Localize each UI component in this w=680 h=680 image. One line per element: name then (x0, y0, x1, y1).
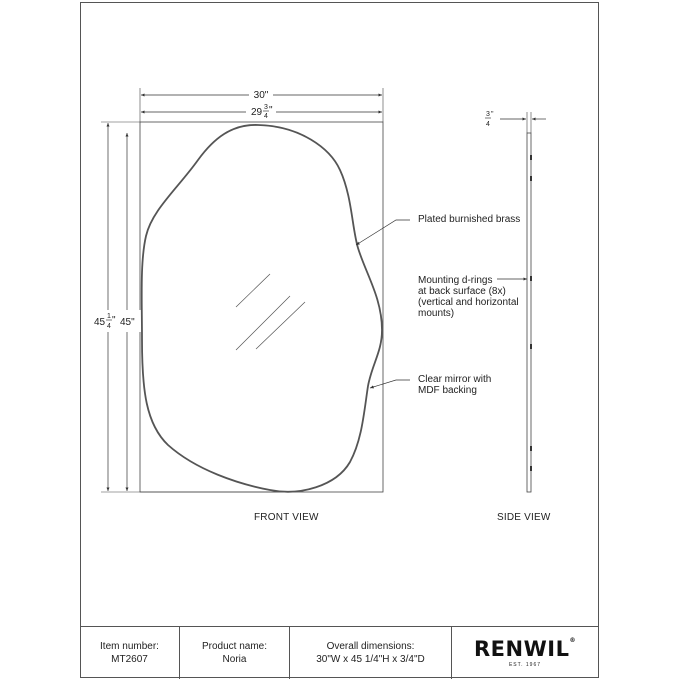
front-view-title: FRONT VIEW (254, 512, 319, 523)
overall-dimensions-value: 30"W x 45 1/4"H x 3/4"D (316, 654, 425, 665)
side-view-title: SIDE VIEW (497, 512, 551, 523)
item-number-value: MT2607 (111, 654, 148, 665)
mirror-organic-outline (142, 125, 382, 492)
width-inner-numerator: 3 (264, 104, 268, 111)
height-outer-numerator: 1 (107, 313, 111, 320)
brand-tagline: EST. 1967 (508, 662, 542, 668)
product-name-cell (180, 627, 290, 679)
renwil-logo (470, 637, 580, 668)
title-block (80, 626, 599, 678)
mirror-callout-leader (370, 380, 410, 388)
reflection-line-3 (256, 302, 305, 349)
width-inner-unit: " (269, 105, 273, 116)
side-depth-denominator: 4 (486, 121, 490, 128)
height-outer-denominator: 4 (107, 323, 111, 330)
front-view-bounding-box (140, 122, 383, 492)
height-inner-label: 45" (120, 317, 135, 328)
item-number-label: Item number: (100, 641, 159, 652)
reflection-line-1 (236, 274, 270, 307)
side-depth-unit: " (491, 111, 494, 118)
brand-wordmark: RENWIL® (474, 637, 576, 661)
side-view-profile (527, 133, 531, 492)
width-inner-whole: 29 (251, 107, 263, 118)
height-outer-unit: " (112, 315, 116, 326)
width-outer-label: 30" (253, 90, 269, 101)
side-depth-numerator: 3 (486, 111, 490, 118)
width-inner-denominator: 4 (264, 113, 268, 120)
mounting-callout: Mounting d-rings at back surface (8x) (vertical and horizontal mounts) (418, 275, 519, 319)
height-outer-whole: 45 (94, 317, 106, 328)
frame-material-callout: Plated burnished brass (418, 214, 521, 225)
mirror-material-callout: Clear mirror with MDF backing (418, 374, 492, 396)
product-name-value: Noria (222, 654, 247, 665)
product-name-label: Product name: (201, 641, 268, 652)
item-number-cell (80, 627, 180, 679)
overall-dimensions-label: Overall dimensions: (326, 641, 415, 652)
overall-dimensions-cell (290, 627, 452, 679)
